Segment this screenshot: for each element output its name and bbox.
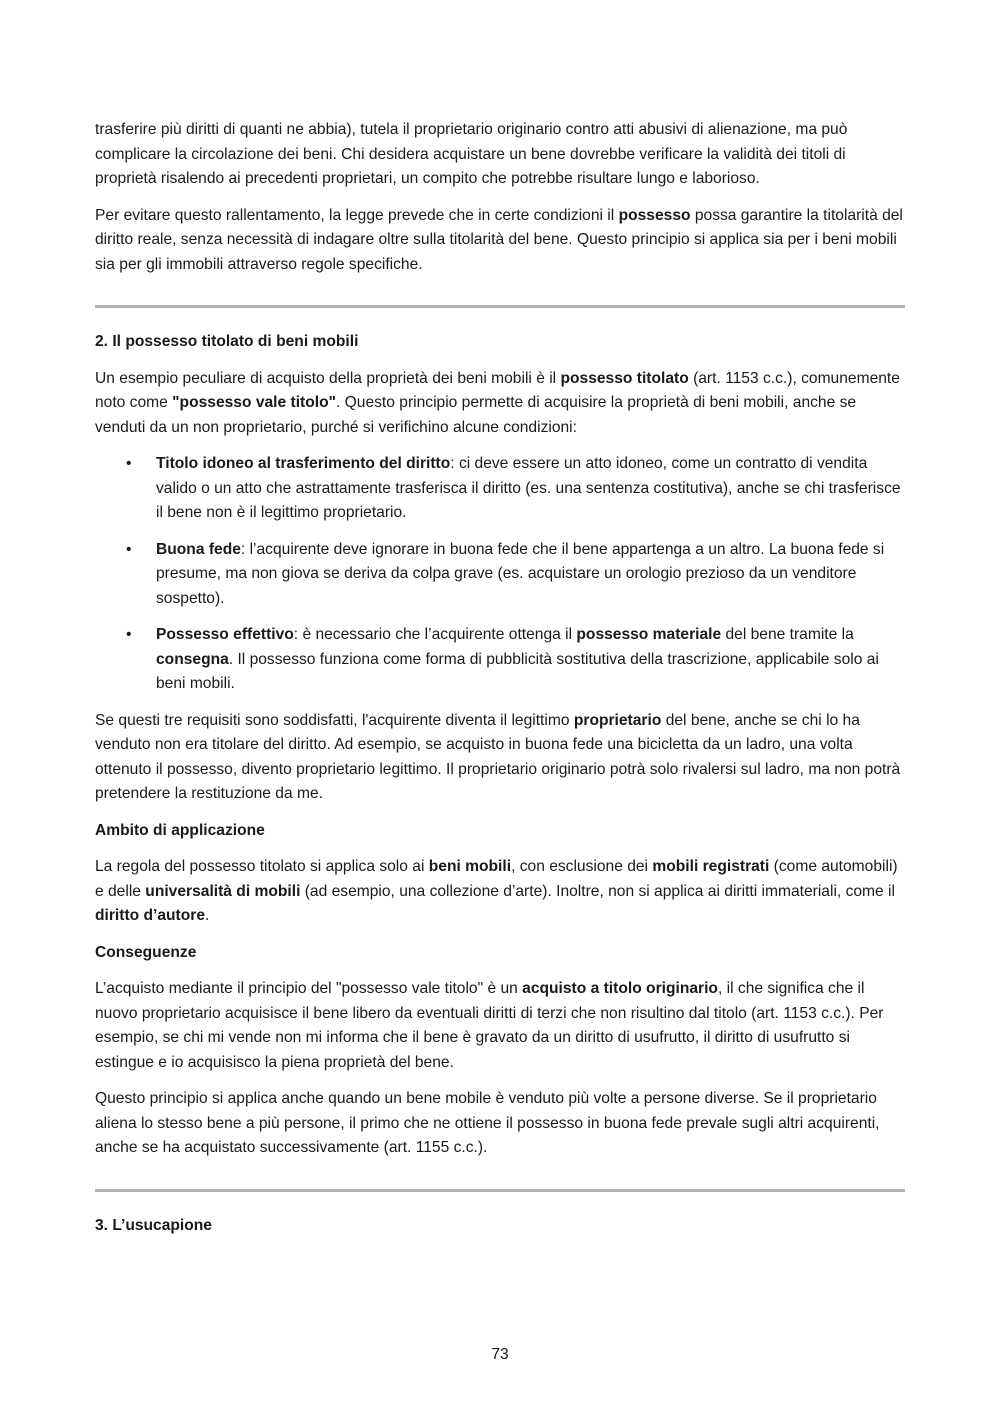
- text-run: L’acquisto mediante il principio del "possesso vale titolo" è un: [95, 980, 523, 997]
- text-run: Se questi tre requisiti sono soddisfatti, l'acquirente diventa il legittimo: [95, 711, 574, 729]
- text-run: La regola del possesso titolato si applica solo ai: [95, 858, 429, 875]
- text-run: del bene, anche se chi lo ha venduto non era titolare del diritto. Ad esempio, se acquisto in buona fede una bicicletta da un ladro, una volta ottenuto il possesso, divento proprietario legittimo. Il proprietario originario potrà solo rivalersi sul ladro, ma non potrà pretendere la restituzione da me.: [95, 711, 901, 802]
- text-run: . Questo principio permette di acquisire la proprietà di beni mobili, anche se venduti da un non proprietario, purché si verifichino alcune condizioni:: [95, 394, 857, 436]
- bullet-icon: •: [126, 455, 132, 472]
- text-run: Per evitare questo rallentamento, la legge prevede che in certe condizioni il: [95, 206, 619, 224]
- section-2-paragraph-2: [95, 709, 905, 807]
- bold-text: universalità di mobili: [145, 882, 301, 900]
- page-number: 73: [491, 1346, 509, 1363]
- intro-paragraph-1: [95, 118, 905, 192]
- text-run: Questo principio si applica anche quando un bene mobile è venduto più volte a persone diverse. Se il proprietario aliena lo stesso bene a più persone, il primo che ne ottiene il possesso in buona fede prevale sugli altri acquirenti, anche se ha acquistato successivamente (art. 1155 c.c.).: [95, 1090, 880, 1156]
- bold-text: possesso materiale: [576, 626, 722, 643]
- section-2-paragraph-4: [95, 977, 905, 1075]
- bold-text: Buona fede: [156, 540, 241, 558]
- list-item: [126, 452, 905, 526]
- bold-text: diritto d’autore: [95, 907, 206, 924]
- list-item-text: [156, 626, 879, 692]
- section-2-paragraph-3: [95, 855, 905, 929]
- text-run: .: [205, 907, 210, 924]
- bold-text: consegna: [156, 650, 229, 668]
- bold-text: possesso: [618, 206, 691, 224]
- text-run: del bene tramite la: [721, 626, 854, 643]
- text-run: (ad esempio, una collezione d’arte). Inoltre, non si applica ai diritti immateriali, come il: [300, 882, 895, 900]
- list-item-text: [156, 455, 901, 521]
- bullet-icon: •: [126, 626, 132, 643]
- bold-text: "possesso vale titolo": [172, 394, 336, 411]
- section-2-paragraph-5: [95, 1087, 905, 1161]
- text-run: possa garantire la titolarità del diritto reale, senza necessità di indagare oltre sulla titolarità del bene. Questo principio si applica sia per i beni mobili sia per gli immobili attraverso regole specifiche.: [95, 206, 903, 273]
- section-2-paragraph-1: [95, 367, 905, 441]
- subheading-ambito: Ambito di applicazione: [95, 821, 265, 839]
- bold-text: possesso titolato: [560, 369, 689, 387]
- bold-text: mobili registrati: [652, 858, 770, 875]
- bold-text: proprietario: [573, 711, 662, 729]
- bold-text: acquisto a titolo originario: [522, 980, 718, 997]
- text-run: (come automobili) e delle: [95, 858, 898, 900]
- text-run: (art. 1153 c.c.), comunemente noto come: [95, 369, 900, 411]
- intro-paragraph-2: [95, 204, 905, 278]
- text-run: Un esempio peculiare di acquisto della proprietà dei beni mobili è il: [95, 369, 561, 387]
- text-run: : l’acquirente deve ignorare in buona fede che il bene appartenga a un altro. La buona fede si presume, ma non giova se deriva da colpa grave (es. acquistare un orologio prezioso da un venditore sospetto).: [156, 540, 885, 607]
- text-run: : è necessario che l’acquirente ottenga il: [293, 626, 577, 643]
- bullet-icon: •: [126, 540, 132, 558]
- text-run: . Il possesso funziona come forma di pubblicità sostitutiva della trascrizione, applicabile solo ai beni mobili.: [156, 650, 879, 692]
- list-item: [126, 623, 905, 697]
- bold-text: beni mobili: [428, 858, 512, 875]
- section-3-title: 3. L’usucapione: [95, 1216, 212, 1234]
- page-content: [95, 118, 905, 1250]
- bold-text: Titolo idoneo al trasferimento del diritto: [156, 455, 451, 472]
- section-divider: [95, 1189, 905, 1192]
- requirements-list: [95, 452, 905, 697]
- text-run: , il che significa che il nuovo proprietario acquisisce il bene libero da eventuali diritti di terzi che non risultino dal titolo (art. 1153 c.c.). Per esempio, se chi mi vende non mi informa che il bene è gravato da un diritto di usufrutto, il diritto di usufrutto si estingue e io acquisisco la piena proprietà del bene.: [95, 980, 884, 1071]
- subheading-conseguenze: Conseguenze: [95, 943, 197, 961]
- text-run: trasferire più diritti di quanti ne abbia), tutela il proprietario originario contro atti abusivi di alienazione, ma può complicare la circolazione dei beni. Chi desidera acquistare un bene dovrebbe verificare la validità dei titoli di proprietà risalendo ai precedenti proprietari, un compito che potrebbe risultare lungo e laborioso.: [95, 121, 848, 187]
- section-2-title: 2. Il possesso titolato di beni mobili: [95, 333, 359, 350]
- section-divider: [95, 305, 905, 308]
- text-run: , con esclusione dei: [511, 858, 653, 875]
- list-item-text: [156, 541, 884, 607]
- text-run: : ci deve essere un atto idoneo, come un contratto di vendita valido o un atto che astrattamente trasferisca il diritto (es. una sentenza costitutiva), anche se chi trasferisce il bene non è il legittimo proprietario.: [156, 455, 901, 521]
- bold-text: Possesso effettivo: [156, 626, 294, 643]
- list-item: [126, 538, 905, 612]
